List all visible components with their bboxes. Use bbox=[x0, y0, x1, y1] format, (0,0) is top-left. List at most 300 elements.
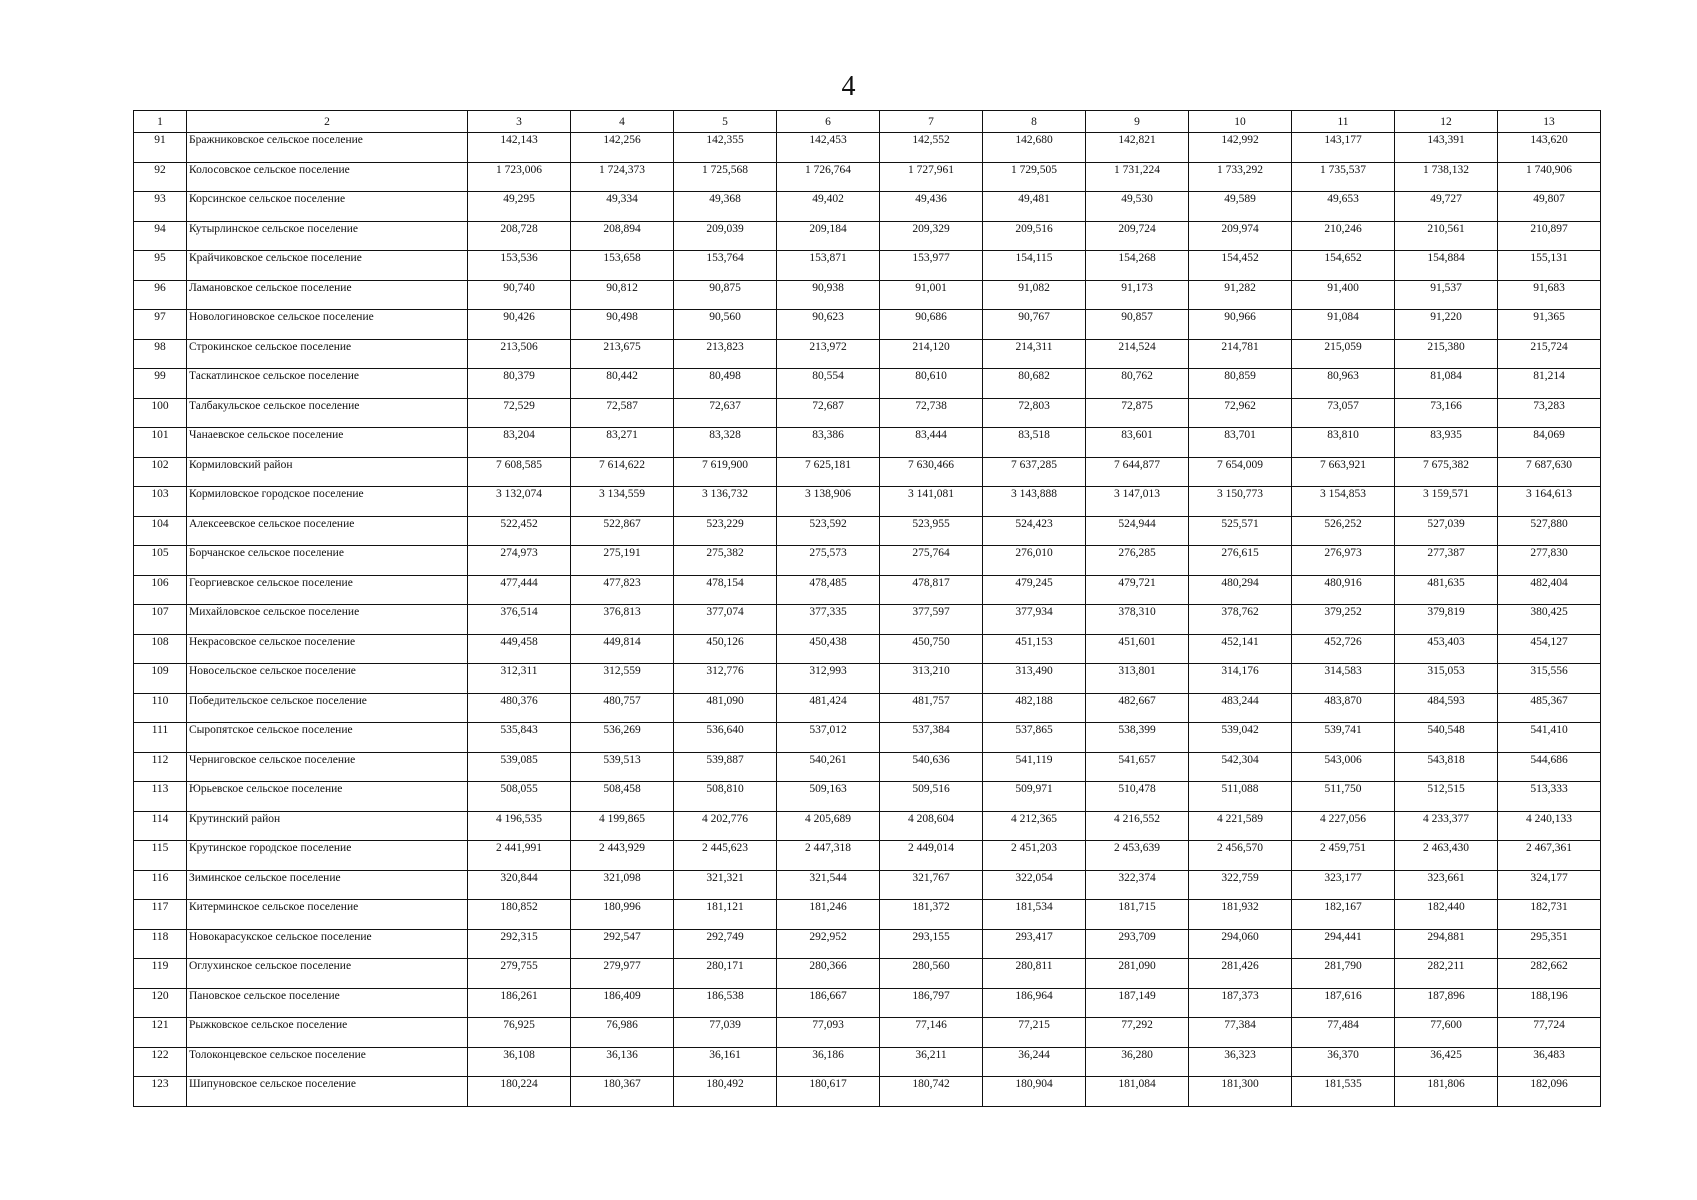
value-cell: 186,409 bbox=[571, 988, 674, 1018]
value-cell: 539,085 bbox=[468, 752, 571, 782]
value-cell: 1 740,906 bbox=[1498, 162, 1601, 192]
value-cell: 450,438 bbox=[777, 634, 880, 664]
value-cell: 275,573 bbox=[777, 546, 880, 576]
value-cell: 477,444 bbox=[468, 575, 571, 605]
value-cell: 292,749 bbox=[674, 929, 777, 959]
municipality-name-cell: Строкинское сельское поселение bbox=[187, 339, 468, 369]
value-cell: 90,740 bbox=[468, 280, 571, 310]
value-cell: 7 687,630 bbox=[1498, 457, 1601, 487]
municipality-name-cell: Черниговское сельское поселение bbox=[187, 752, 468, 782]
value-cell: 379,252 bbox=[1292, 605, 1395, 635]
row-number-cell: 94 bbox=[134, 221, 187, 251]
value-cell: 49,368 bbox=[674, 192, 777, 222]
value-cell: 522,452 bbox=[468, 516, 571, 546]
value-cell: 36,244 bbox=[983, 1047, 1086, 1077]
column-header-13: 13 bbox=[1498, 111, 1601, 133]
value-cell: 282,211 bbox=[1395, 959, 1498, 989]
value-cell: 279,977 bbox=[571, 959, 674, 989]
value-cell: 293,417 bbox=[983, 929, 1086, 959]
value-cell: 312,559 bbox=[571, 664, 674, 694]
value-cell: 90,875 bbox=[674, 280, 777, 310]
table-row bbox=[134, 634, 1601, 664]
table-row bbox=[134, 693, 1601, 723]
value-cell: 276,615 bbox=[1189, 546, 1292, 576]
value-cell: 480,294 bbox=[1189, 575, 1292, 605]
value-cell: 294,881 bbox=[1395, 929, 1498, 959]
value-cell: 7 663,921 bbox=[1292, 457, 1395, 487]
value-cell: 7 644,877 bbox=[1086, 457, 1189, 487]
value-cell: 512,515 bbox=[1395, 782, 1498, 812]
municipality-name-cell: Новокарасукское сельское поселение bbox=[187, 929, 468, 959]
value-cell: 7 619,900 bbox=[674, 457, 777, 487]
value-cell: 3 154,853 bbox=[1292, 487, 1395, 517]
value-cell: 84,069 bbox=[1498, 428, 1601, 458]
value-cell: 3 136,732 bbox=[674, 487, 777, 517]
value-cell: 477,823 bbox=[571, 575, 674, 605]
value-cell: 449,458 bbox=[468, 634, 571, 664]
value-cell: 91,084 bbox=[1292, 310, 1395, 340]
value-cell: 321,767 bbox=[880, 870, 983, 900]
value-cell: 449,814 bbox=[571, 634, 674, 664]
value-cell: 4 196,535 bbox=[468, 811, 571, 841]
table-row bbox=[134, 1047, 1601, 1077]
municipality-name-cell: Таскатлинское сельское поселение bbox=[187, 369, 468, 399]
value-cell: 83,386 bbox=[777, 428, 880, 458]
value-cell: 91,683 bbox=[1498, 280, 1601, 310]
row-number-cell: 112 bbox=[134, 752, 187, 782]
value-cell: 153,764 bbox=[674, 251, 777, 281]
municipality-name-cell: Корсинское сельское поселение bbox=[187, 192, 468, 222]
value-cell: 36,483 bbox=[1498, 1047, 1601, 1077]
value-cell: 379,819 bbox=[1395, 605, 1498, 635]
table-row bbox=[134, 192, 1601, 222]
value-cell: 3 141,081 bbox=[880, 487, 983, 517]
row-number-cell: 113 bbox=[134, 782, 187, 812]
value-cell: 509,163 bbox=[777, 782, 880, 812]
value-cell: 275,191 bbox=[571, 546, 674, 576]
row-number-cell: 110 bbox=[134, 693, 187, 723]
value-cell: 7 608,585 bbox=[468, 457, 571, 487]
value-cell: 2 467,361 bbox=[1498, 841, 1601, 871]
value-cell: 91,400 bbox=[1292, 280, 1395, 310]
value-cell: 479,245 bbox=[983, 575, 1086, 605]
table-row bbox=[134, 870, 1601, 900]
municipality-name-cell: Юрьевское сельское поселение bbox=[187, 782, 468, 812]
value-cell: 452,726 bbox=[1292, 634, 1395, 664]
table-row bbox=[134, 369, 1601, 399]
value-cell: 4 240,133 bbox=[1498, 811, 1601, 841]
value-cell: 4 199,865 bbox=[571, 811, 674, 841]
value-cell: 181,806 bbox=[1395, 1077, 1498, 1107]
column-header-6: 6 bbox=[777, 111, 880, 133]
value-cell: 80,554 bbox=[777, 369, 880, 399]
value-cell: 482,667 bbox=[1086, 693, 1189, 723]
value-cell: 180,492 bbox=[674, 1077, 777, 1107]
value-cell: 91,173 bbox=[1086, 280, 1189, 310]
value-cell: 1 723,006 bbox=[468, 162, 571, 192]
value-cell: 481,757 bbox=[880, 693, 983, 723]
value-cell: 154,652 bbox=[1292, 251, 1395, 281]
value-cell: 80,682 bbox=[983, 369, 1086, 399]
table-row bbox=[134, 398, 1601, 428]
value-cell: 1 738,132 bbox=[1395, 162, 1498, 192]
value-cell: 182,167 bbox=[1292, 900, 1395, 930]
value-cell: 4 233,377 bbox=[1395, 811, 1498, 841]
value-cell: 80,762 bbox=[1086, 369, 1189, 399]
value-cell: 537,865 bbox=[983, 723, 1086, 753]
value-cell: 83,701 bbox=[1189, 428, 1292, 458]
value-cell: 525,571 bbox=[1189, 516, 1292, 546]
value-cell: 76,925 bbox=[468, 1018, 571, 1048]
value-cell: 91,537 bbox=[1395, 280, 1498, 310]
value-cell: 153,977 bbox=[880, 251, 983, 281]
value-cell: 1 731,224 bbox=[1086, 162, 1189, 192]
value-cell: 154,884 bbox=[1395, 251, 1498, 281]
value-cell: 509,516 bbox=[880, 782, 983, 812]
value-cell: 213,823 bbox=[674, 339, 777, 369]
column-header-8: 8 bbox=[983, 111, 1086, 133]
value-cell: 186,538 bbox=[674, 988, 777, 1018]
column-header-4: 4 bbox=[571, 111, 674, 133]
value-cell: 77,093 bbox=[777, 1018, 880, 1048]
value-cell: 72,587 bbox=[571, 398, 674, 428]
value-cell: 479,721 bbox=[1086, 575, 1189, 605]
value-cell: 540,636 bbox=[880, 752, 983, 782]
value-cell: 142,256 bbox=[571, 133, 674, 163]
value-cell: 482,404 bbox=[1498, 575, 1601, 605]
row-number-cell: 119 bbox=[134, 959, 187, 989]
value-cell: 209,184 bbox=[777, 221, 880, 251]
value-cell: 322,054 bbox=[983, 870, 1086, 900]
value-cell: 380,425 bbox=[1498, 605, 1601, 635]
value-cell: 187,896 bbox=[1395, 988, 1498, 1018]
value-cell: 214,120 bbox=[880, 339, 983, 369]
value-cell: 452,141 bbox=[1189, 634, 1292, 664]
municipality-name-cell: Крутинское городское поселение bbox=[187, 841, 468, 871]
value-cell: 292,315 bbox=[468, 929, 571, 959]
value-cell: 377,597 bbox=[880, 605, 983, 635]
value-cell: 77,724 bbox=[1498, 1018, 1601, 1048]
value-cell: 77,215 bbox=[983, 1018, 1086, 1048]
municipality-name-cell: Алексеевское сельское поселение bbox=[187, 516, 468, 546]
value-cell: 321,321 bbox=[674, 870, 777, 900]
value-cell: 322,759 bbox=[1189, 870, 1292, 900]
table-body bbox=[134, 133, 1601, 1107]
value-cell: 36,370 bbox=[1292, 1047, 1395, 1077]
table-row bbox=[134, 546, 1601, 576]
value-cell: 480,757 bbox=[571, 693, 674, 723]
value-cell: 537,384 bbox=[880, 723, 983, 753]
municipality-name-cell: Кормиловское городское поселение bbox=[187, 487, 468, 517]
value-cell: 280,811 bbox=[983, 959, 1086, 989]
value-cell: 215,059 bbox=[1292, 339, 1395, 369]
table-row bbox=[134, 428, 1601, 458]
value-cell: 526,252 bbox=[1292, 516, 1395, 546]
value-cell: 450,126 bbox=[674, 634, 777, 664]
column-header-12: 12 bbox=[1395, 111, 1498, 133]
table-row bbox=[134, 1018, 1601, 1048]
value-cell: 523,229 bbox=[674, 516, 777, 546]
value-cell: 2 445,623 bbox=[674, 841, 777, 871]
value-cell: 80,379 bbox=[468, 369, 571, 399]
value-cell: 523,955 bbox=[880, 516, 983, 546]
value-cell: 181,715 bbox=[1086, 900, 1189, 930]
value-cell: 483,870 bbox=[1292, 693, 1395, 723]
value-cell: 315,053 bbox=[1395, 664, 1498, 694]
row-number-cell: 115 bbox=[134, 841, 187, 871]
row-number-cell: 100 bbox=[134, 398, 187, 428]
column-header-9: 9 bbox=[1086, 111, 1189, 133]
value-cell: 292,547 bbox=[571, 929, 674, 959]
value-cell: 4 216,552 bbox=[1086, 811, 1189, 841]
value-cell: 2 443,929 bbox=[571, 841, 674, 871]
value-cell: 208,728 bbox=[468, 221, 571, 251]
value-cell: 4 202,776 bbox=[674, 811, 777, 841]
municipality-name-cell: Кормиловский район bbox=[187, 457, 468, 487]
value-cell: 143,620 bbox=[1498, 133, 1601, 163]
value-cell: 539,042 bbox=[1189, 723, 1292, 753]
row-number-cell: 108 bbox=[134, 634, 187, 664]
column-number-row bbox=[134, 111, 1601, 133]
row-number-cell: 93 bbox=[134, 192, 187, 222]
value-cell: 279,755 bbox=[468, 959, 571, 989]
value-cell: 536,640 bbox=[674, 723, 777, 753]
municipality-name-cell: Колосовское сельское поселение bbox=[187, 162, 468, 192]
value-cell: 186,667 bbox=[777, 988, 880, 1018]
value-cell: 2 456,570 bbox=[1189, 841, 1292, 871]
value-cell: 7 675,382 bbox=[1395, 457, 1498, 487]
value-cell: 90,560 bbox=[674, 310, 777, 340]
value-cell: 314,583 bbox=[1292, 664, 1395, 694]
value-cell: 7 625,181 bbox=[777, 457, 880, 487]
table-row bbox=[134, 133, 1601, 163]
value-cell: 1 733,292 bbox=[1189, 162, 1292, 192]
table-row bbox=[134, 811, 1601, 841]
value-cell: 91,282 bbox=[1189, 280, 1292, 310]
value-cell: 72,803 bbox=[983, 398, 1086, 428]
value-cell: 76,986 bbox=[571, 1018, 674, 1048]
value-cell: 91,001 bbox=[880, 280, 983, 310]
value-cell: 508,810 bbox=[674, 782, 777, 812]
value-cell: 49,807 bbox=[1498, 192, 1601, 222]
value-cell: 142,821 bbox=[1086, 133, 1189, 163]
value-cell: 292,952 bbox=[777, 929, 880, 959]
value-cell: 1 729,505 bbox=[983, 162, 1086, 192]
value-cell: 154,115 bbox=[983, 251, 1086, 281]
value-cell: 2 459,751 bbox=[1292, 841, 1395, 871]
value-cell: 485,367 bbox=[1498, 693, 1601, 723]
value-cell: 80,859 bbox=[1189, 369, 1292, 399]
value-cell: 181,535 bbox=[1292, 1077, 1395, 1107]
value-cell: 182,731 bbox=[1498, 900, 1601, 930]
value-cell: 450,750 bbox=[880, 634, 983, 664]
value-cell: 90,857 bbox=[1086, 310, 1189, 340]
value-cell: 80,963 bbox=[1292, 369, 1395, 399]
value-cell: 83,204 bbox=[468, 428, 571, 458]
value-cell: 209,516 bbox=[983, 221, 1086, 251]
value-cell: 4 227,056 bbox=[1292, 811, 1395, 841]
value-cell: 484,593 bbox=[1395, 693, 1498, 723]
value-cell: 180,367 bbox=[571, 1077, 674, 1107]
value-cell: 508,055 bbox=[468, 782, 571, 812]
value-cell: 2 449,014 bbox=[880, 841, 983, 871]
column-header-1: 1 bbox=[134, 111, 187, 133]
row-number-cell: 105 bbox=[134, 546, 187, 576]
value-cell: 377,934 bbox=[983, 605, 1086, 635]
value-cell: 280,366 bbox=[777, 959, 880, 989]
data-table bbox=[133, 110, 1601, 1107]
value-cell: 36,280 bbox=[1086, 1047, 1189, 1077]
value-cell: 181,121 bbox=[674, 900, 777, 930]
value-cell: 210,246 bbox=[1292, 221, 1395, 251]
value-cell: 3 143,888 bbox=[983, 487, 1086, 517]
value-cell: 1 725,568 bbox=[674, 162, 777, 192]
value-cell: 72,687 bbox=[777, 398, 880, 428]
table-row bbox=[134, 516, 1601, 546]
row-number-cell: 111 bbox=[134, 723, 187, 753]
value-cell: 49,530 bbox=[1086, 192, 1189, 222]
value-cell: 77,039 bbox=[674, 1018, 777, 1048]
municipality-name-cell: Георгиевское сельское поселение bbox=[187, 575, 468, 605]
table-row bbox=[134, 310, 1601, 340]
municipality-name-cell: Михайловское сельское поселение bbox=[187, 605, 468, 635]
value-cell: 451,601 bbox=[1086, 634, 1189, 664]
municipality-name-cell: Оглухинское сельское поселение bbox=[187, 959, 468, 989]
value-cell: 7 630,466 bbox=[880, 457, 983, 487]
municipality-name-cell: Ламановское сельское поселение bbox=[187, 280, 468, 310]
value-cell: 49,589 bbox=[1189, 192, 1292, 222]
value-cell: 276,285 bbox=[1086, 546, 1189, 576]
value-cell: 187,616 bbox=[1292, 988, 1395, 1018]
row-number-cell: 117 bbox=[134, 900, 187, 930]
value-cell: 294,441 bbox=[1292, 929, 1395, 959]
value-cell: 451,153 bbox=[983, 634, 1086, 664]
municipality-name-cell: Пановское сельское поселение bbox=[187, 988, 468, 1018]
value-cell: 83,328 bbox=[674, 428, 777, 458]
value-cell: 539,741 bbox=[1292, 723, 1395, 753]
value-cell: 282,662 bbox=[1498, 959, 1601, 989]
value-cell: 180,617 bbox=[777, 1077, 880, 1107]
value-cell: 535,843 bbox=[468, 723, 571, 753]
value-cell: 153,871 bbox=[777, 251, 880, 281]
value-cell: 295,351 bbox=[1498, 929, 1601, 959]
value-cell: 1 727,961 bbox=[880, 162, 983, 192]
value-cell: 142,355 bbox=[674, 133, 777, 163]
value-cell: 541,410 bbox=[1498, 723, 1601, 753]
value-cell: 378,762 bbox=[1189, 605, 1292, 635]
row-number-cell: 121 bbox=[134, 1018, 187, 1048]
value-cell: 188,196 bbox=[1498, 988, 1601, 1018]
row-number-cell: 98 bbox=[134, 339, 187, 369]
value-cell: 480,916 bbox=[1292, 575, 1395, 605]
value-cell: 312,993 bbox=[777, 664, 880, 694]
value-cell: 90,767 bbox=[983, 310, 1086, 340]
value-cell: 1 726,764 bbox=[777, 162, 880, 192]
row-number-cell: 118 bbox=[134, 929, 187, 959]
value-cell: 313,490 bbox=[983, 664, 1086, 694]
value-cell: 4 212,365 bbox=[983, 811, 1086, 841]
value-cell: 3 147,013 bbox=[1086, 487, 1189, 517]
value-cell: 7 654,009 bbox=[1189, 457, 1292, 487]
value-cell: 536,269 bbox=[571, 723, 674, 753]
value-cell: 543,818 bbox=[1395, 752, 1498, 782]
value-cell: 80,610 bbox=[880, 369, 983, 399]
value-cell: 522,867 bbox=[571, 516, 674, 546]
value-cell: 180,852 bbox=[468, 900, 571, 930]
municipality-name-cell: Борчанское сельское поселение bbox=[187, 546, 468, 576]
value-cell: 7 614,622 bbox=[571, 457, 674, 487]
value-cell: 2 447,318 bbox=[777, 841, 880, 871]
value-cell: 524,944 bbox=[1086, 516, 1189, 546]
municipality-name-cell: Сыропятское сельское поселение bbox=[187, 723, 468, 753]
value-cell: 182,096 bbox=[1498, 1077, 1601, 1107]
row-number-cell: 103 bbox=[134, 487, 187, 517]
value-cell: 49,481 bbox=[983, 192, 1086, 222]
municipality-name-cell: Крайчиковское сельское поселение bbox=[187, 251, 468, 281]
value-cell: 1 735,537 bbox=[1292, 162, 1395, 192]
value-cell: 77,600 bbox=[1395, 1018, 1498, 1048]
value-cell: 294,060 bbox=[1189, 929, 1292, 959]
value-cell: 83,444 bbox=[880, 428, 983, 458]
value-cell: 73,283 bbox=[1498, 398, 1601, 428]
value-cell: 154,452 bbox=[1189, 251, 1292, 281]
value-cell: 143,391 bbox=[1395, 133, 1498, 163]
value-cell: 90,426 bbox=[468, 310, 571, 340]
value-cell: 376,813 bbox=[571, 605, 674, 635]
value-cell: 213,972 bbox=[777, 339, 880, 369]
value-cell: 90,938 bbox=[777, 280, 880, 310]
value-cell: 36,425 bbox=[1395, 1047, 1498, 1077]
value-cell: 180,904 bbox=[983, 1077, 1086, 1107]
municipality-name-cell: Толоконцевское сельское поселение bbox=[187, 1047, 468, 1077]
value-cell: 83,518 bbox=[983, 428, 1086, 458]
column-header-10: 10 bbox=[1189, 111, 1292, 133]
value-cell: 508,458 bbox=[571, 782, 674, 812]
value-cell: 143,177 bbox=[1292, 133, 1395, 163]
municipality-name-cell: Победительское сельское поселение bbox=[187, 693, 468, 723]
value-cell: 154,268 bbox=[1086, 251, 1189, 281]
value-cell: 72,738 bbox=[880, 398, 983, 428]
value-cell: 453,403 bbox=[1395, 634, 1498, 664]
value-cell: 36,186 bbox=[777, 1047, 880, 1077]
row-number-cell: 92 bbox=[134, 162, 187, 192]
value-cell: 214,781 bbox=[1189, 339, 1292, 369]
value-cell: 315,556 bbox=[1498, 664, 1601, 694]
value-cell: 72,529 bbox=[468, 398, 571, 428]
value-cell: 280,560 bbox=[880, 959, 983, 989]
value-cell: 541,119 bbox=[983, 752, 1086, 782]
value-cell: 49,727 bbox=[1395, 192, 1498, 222]
value-cell: 83,271 bbox=[571, 428, 674, 458]
value-cell: 378,310 bbox=[1086, 605, 1189, 635]
value-cell: 527,880 bbox=[1498, 516, 1601, 546]
value-cell: 155,131 bbox=[1498, 251, 1601, 281]
value-cell: 2 451,203 bbox=[983, 841, 1086, 871]
row-number-cell: 123 bbox=[134, 1077, 187, 1107]
value-cell: 280,171 bbox=[674, 959, 777, 989]
value-cell: 1 724,373 bbox=[571, 162, 674, 192]
value-cell: 314,176 bbox=[1189, 664, 1292, 694]
value-cell: 2 453,639 bbox=[1086, 841, 1189, 871]
value-cell: 537,012 bbox=[777, 723, 880, 753]
value-cell: 541,657 bbox=[1086, 752, 1189, 782]
page-number: 4 bbox=[841, 71, 856, 102]
table-row bbox=[134, 280, 1601, 310]
table-row bbox=[134, 723, 1601, 753]
municipality-name-cell: Зиминское сельское поселение bbox=[187, 870, 468, 900]
value-cell: 90,498 bbox=[571, 310, 674, 340]
value-cell: 72,875 bbox=[1086, 398, 1189, 428]
